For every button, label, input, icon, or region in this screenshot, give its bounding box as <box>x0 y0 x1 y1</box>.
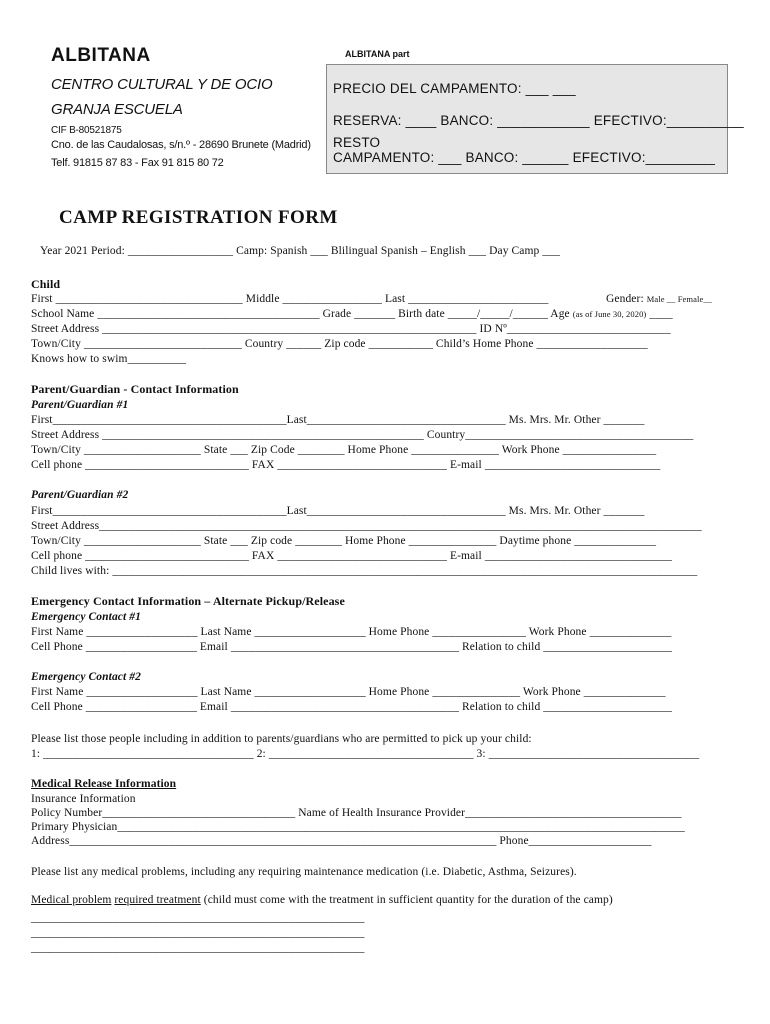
pg2-name-row: First________________________________________Last__________________________________ Ms. Mrs. Mr. Other _______ <box>31 505 645 517</box>
org-line-2: GRANJA ESCUELA <box>51 101 183 118</box>
pg2-town-row: Town/City ____________________ State ___ Zip code ________ Home Phone _______________ Daytime phone ______________ <box>31 535 657 547</box>
child-heading: Child <box>31 277 61 291</box>
pg1-cell-row: Cell phone ____________________________ FAX _____________________________ E-mail ______________________________ <box>31 459 661 471</box>
pg1-address-row: Street Address _______________________________________________________ Country_______________________________________ <box>31 429 694 441</box>
gender-options: Male __ Female__ <box>646 294 713 304</box>
child-gender-row <box>606 292 712 306</box>
insurance-info-label: Insurance Information <box>31 793 136 805</box>
em2-name-row: First Name ___________________ Last Name ___________________ Home Phone _______________ Work Phone ______________ <box>31 686 666 698</box>
child-school-row <box>31 307 673 321</box>
parent-guardian-heading: Parent/Guardian - Contact Information <box>31 382 239 396</box>
org-line-1: CENTRO CULTURAL Y DE OCIO <box>51 76 273 93</box>
office-box-label: ALBITANA part <box>345 49 410 59</box>
child-address-row: Street Address ________________________________________________________________ ID Nº____________________________ <box>31 323 671 335</box>
parent-guardian-1-heading: Parent/Guardian #1 <box>31 399 129 411</box>
org-phone: Telf. 91815 87 83 - Fax 91 815 80 72 <box>51 157 224 169</box>
medical-blank-line-1: _________________________________________________________ <box>31 912 365 924</box>
medical-heading: Medical Release Information <box>31 778 177 790</box>
physician-address-row: Address_________________________________________________________________________ Phone_____________________ <box>31 835 652 847</box>
emergency-heading: Emergency Contact Information – Alternate Pickup/Release <box>31 594 345 608</box>
emergency-1-heading: Emergency Contact #1 <box>31 611 141 623</box>
treatment-note: (child must come with the treatment in sufficient quantity for the duration of the camp) <box>200 894 613 906</box>
emergency-2-heading: Emergency Contact #2 <box>31 671 141 683</box>
org-cif: CIF B-80521875 <box>51 125 122 136</box>
school-fields: School Name ______________________________________ Grade _______ Birth date _____/_____/______ Age <box>31 308 573 320</box>
form-title: CAMP REGISTRATION FORM <box>59 207 338 228</box>
age-blank: ____ <box>646 308 673 320</box>
medical-problem-row <box>31 893 613 907</box>
org-address: Cno. de las Caudalosas, s/n.º - 28690 Brunete (Madrid) <box>51 139 311 151</box>
em2-cell-row: Cell Phone ___________________ Email _______________________________________ Relation to child ______________________ <box>31 701 672 713</box>
pickup-instructions: Please list those people including in addition to parents/guardians who are permitted to pick up your child: <box>31 733 532 745</box>
medical-blank-line-3: _________________________________________________________ <box>31 942 365 954</box>
office-use-box <box>326 64 744 174</box>
child-name-fields: First ________________________________ Middle _________________ Last ________________________ <box>31 293 549 305</box>
office-campamento-line: CAMPAMENTO: ___ BANCO: ______ EFECTIVO:_________ <box>333 150 716 165</box>
pickup-names-row: 1: ____________________________________ 2: ___________________________________ 3: ____________________________________ <box>31 748 700 760</box>
year-camp-row: Year 2021 Period: __________________ Camp: Spanish ___ Blilingual Spanish – English ___ Day Camp ___ <box>40 245 560 257</box>
office-resto-line: RESTO <box>333 135 381 150</box>
age-note: (as of June 30, 2020) <box>572 309 647 319</box>
pg2-cell-row: Cell phone ____________________________ FAX _____________________________ E-mail ________________________________ <box>31 550 673 562</box>
medical-problem-label: Medical problem <box>31 894 112 906</box>
office-reserva-line: RESERVA: ____ BANCO: ____________ EFECTIVO:__________ <box>333 113 744 128</box>
em1-cell-row: Cell Phone ___________________ Email _______________________________________ Relation to child ______________________ <box>31 641 672 653</box>
medical-problems-instructions: Please list any medical problems, including any requiring maintenance medication (i.e. Diabetic, Asthma, Seizures). <box>31 866 577 878</box>
physician-row: Primary Physician_________________________________________________________________________________________________ <box>31 821 685 833</box>
policy-row: Policy Number_________________________________ Name of Health Insurance Provider_____________________________________ <box>31 807 682 819</box>
child-town-row: Town/City ___________________________ Country ______ Zip code ___________ Child’s Home Phone ___________________ <box>31 338 648 350</box>
parent-guardian-2-heading: Parent/Guardian #2 <box>31 489 129 501</box>
required-treatment-label: required treatment <box>114 894 201 906</box>
child-lives-with-row: Child lives with: ____________________________________________________________________________________________________ <box>31 565 698 577</box>
pg1-name-row: First________________________________________Last__________________________________ Ms. Mrs. Mr. Other _______ <box>31 414 645 426</box>
gender-label: Gender: <box>606 293 647 305</box>
office-price-line: PRECIO DEL CAMPAMENTO: ___ ___ <box>333 81 576 96</box>
em1-name-row: First Name ___________________ Last Name ___________________ Home Phone ________________ Work Phone ______________ <box>31 626 672 638</box>
child-swim-row: Knows how to swim__________ <box>31 353 187 365</box>
pg1-town-row: Town/City ____________________ State ___ Zip Code ________ Home Phone _______________ Work Phone ________________ <box>31 444 657 456</box>
org-name: ALBITANA <box>51 45 151 66</box>
medical-blank-line-2: _________________________________________________________ <box>31 927 365 939</box>
child-name-row <box>31 292 549 306</box>
pg2-address-row: Street Address_______________________________________________________________________________________________________ <box>31 520 702 532</box>
